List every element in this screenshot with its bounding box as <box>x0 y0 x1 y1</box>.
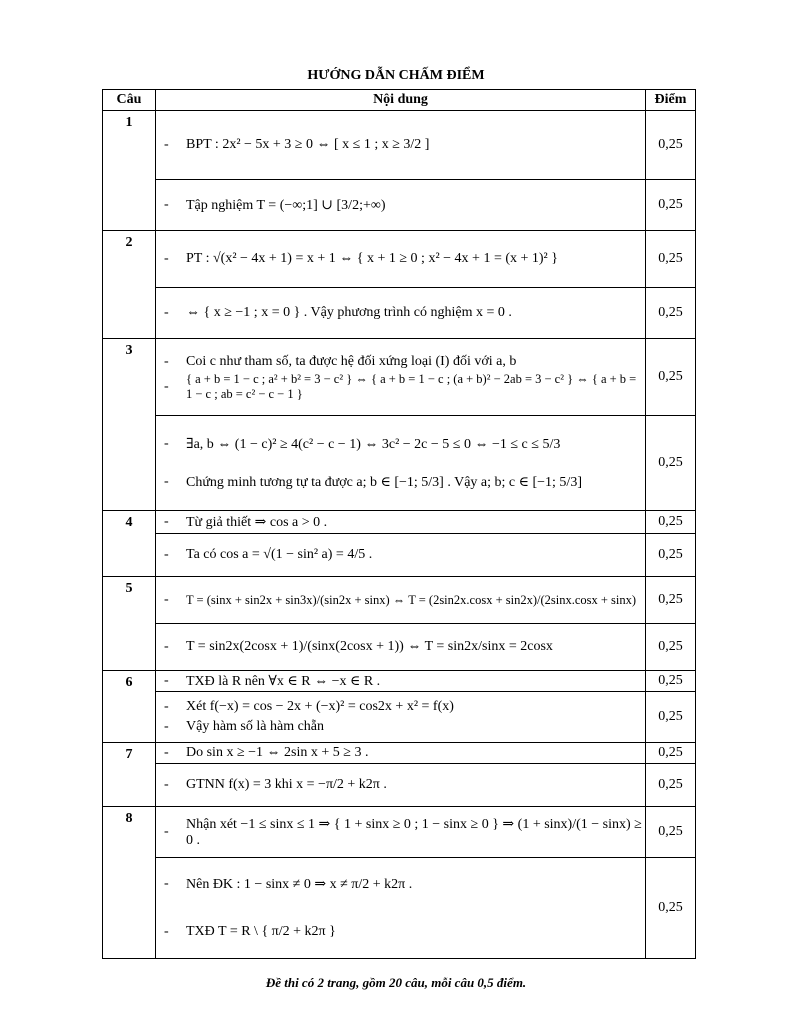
grading-table <box>102 89 696 959</box>
score-cell: 0,25 <box>646 764 696 807</box>
score-cell: 0,25 <box>646 416 696 511</box>
content-text: Coi c như tham số, ta được hệ đối xứng loại (I) đối với a, b <box>186 354 517 369</box>
content-cell: - ∃a, b ⇔ (1 − c)² ≥ 4(c² − c − 1) ⇔ 3c² − 2c − 5 ≤ 0 ⇔ −1 ≤ c ≤ 5/3 - Chứng minh tương tự ta được a; b ∈ [−1; 5/3] . Vậy a; b; c ∈ [−1; 5/3] <box>156 416 646 511</box>
cau-number: 1 <box>103 111 156 231</box>
content-text: Vậy hàm số là hàm chẵn <box>186 719 325 734</box>
content-cell: - Coi c như tham số, ta được hệ đối xứng loại (I) đối với a, b - { a + b = 1 − c ; a² + b² = 3 − c² } ⇔ { a + b = 1 − c ; (a + b)² − 2ab = 3 − c² } ⇔ { a + b = 1 − c ; ab = c² − c − 1 } <box>156 339 646 416</box>
content-text: Nên ĐK : 1 − sinx ≠ 0 ⇒ x ≠ π/2 + k2π . <box>186 876 413 892</box>
score-cell: 0,25 <box>646 577 696 624</box>
score-cell: 0,25 <box>646 624 696 671</box>
cau-number: 7 <box>103 743 156 807</box>
content-text: T = (sinx + sin2x + sin3x)/(sin2x + sinx) ⇔ T = (2sin2x.cosx + sin2x)/(2sinx.cosx + sinx) <box>186 592 637 607</box>
score-cell: 0,25 <box>646 534 696 577</box>
score-cell: 0,25 <box>646 288 696 339</box>
content-cell: - Ta có cos a = √(1 − sin² a) = 4/5 . <box>156 534 646 577</box>
content-text: ⇔ { x ≥ −1 ; x = 0 } . Vậy phương trình có nghiệm x = 0 . <box>186 305 512 320</box>
score-cell: 0,25 <box>646 743 696 764</box>
content-text: BPT : 2x² − 5x + 3 ≥ 0 ⇔ [ x ≤ 1 ; x ≥ 3/2 ] <box>186 137 430 152</box>
table-row <box>103 511 696 534</box>
score-cell: 0,25 <box>646 807 696 858</box>
content-text: TXĐ là R nên ∀x ∈ R ⇔ −x ∈ R . <box>186 673 381 689</box>
table-row <box>103 624 696 671</box>
cau-number: 2 <box>103 231 156 339</box>
content-cell: - BPT : 2x² − 5x + 3 ≥ 0 ⇔ [ x ≤ 1 ; x ≥ 3/2 ] <box>156 111 646 180</box>
cau-number: 8 <box>103 807 156 959</box>
header-diem: Điểm <box>646 90 696 111</box>
score-cell: 0,25 <box>646 339 696 416</box>
table-row <box>103 111 696 180</box>
content-text: PT : √(x² − 4x + 1) = x + 1 ⇔ { x + 1 ≥ 0 ; x² − 4x + 1 = (x + 1)² } <box>186 251 558 266</box>
table-row <box>103 180 696 231</box>
table-row <box>103 288 696 339</box>
content-cell: - Do sin x ≥ −1 ⇔ 2sin x + 5 ≥ 3 . <box>156 743 646 764</box>
content-cell: - PT : √(x² − 4x + 1) = x + 1 ⇔ { x + 1 ≥ 0 ; x² − 4x + 1 = (x + 1)² } <box>156 231 646 288</box>
content-cell: - Tập nghiệm T = (−∞;1] ∪ [3/2;+∞) <box>156 180 646 231</box>
header-noi-dung: Nội dung <box>156 90 646 111</box>
table-row <box>103 692 696 743</box>
content-text: { a + b = 1 − c ; a² + b² = 3 − c² } ⇔ { a + b = 1 − c ; (a + b)² − 2ab = 3 − c² } ⇔ { a + b = 1 − c ; ab = c² − c − 1 } <box>186 372 637 401</box>
table-row <box>103 858 696 959</box>
score-cell: 0,25 <box>646 231 696 288</box>
table-row <box>103 743 696 764</box>
score-cell: 0,25 <box>646 671 696 692</box>
content-cell: - Từ giả thiết ⇒ cos a > 0 . <box>156 511 646 534</box>
table-row <box>103 231 696 288</box>
content-text: Nhận xét −1 ≤ sinx ≤ 1 ⇒ { 1 + sinx ≥ 0 ; 1 − sinx ≥ 0 } ⇒ (1 + sinx)/(1 − sinx) ≥ 0 . <box>186 816 642 848</box>
cau-number: 5 <box>103 577 156 671</box>
cau-number: 4 <box>103 511 156 577</box>
content-cell: - T = (sinx + sin2x + sin3x)/(sin2x + sinx) ⇔ T = (2sin2x.cosx + sin2x)/(2sinx.cosx + sinx) <box>156 577 646 624</box>
content-text: Xét f(−x) = cos − 2x + (−x)² = cos2x + x² = f(x) <box>186 699 454 714</box>
score-cell: 0,25 <box>646 180 696 231</box>
content-cell: - ⇔ { x ≥ −1 ; x = 0 } . Vậy phương trình có nghiệm x = 0 . <box>156 288 646 339</box>
cau-number: 6 <box>103 671 156 743</box>
content-text: Do sin x ≥ −1 ⇔ 2sin x + 5 ≥ 3 . <box>186 745 369 760</box>
content-cell: - Xét f(−x) = cos − 2x + (−x)² = cos2x + x² = f(x) - Vậy hàm số là hàm chẵn <box>156 692 646 743</box>
score-cell: 0,25 <box>646 858 696 959</box>
score-cell: 0,25 <box>646 111 696 180</box>
score-cell: 0,25 <box>646 692 696 743</box>
table-row <box>103 534 696 577</box>
header-cau: Câu <box>103 90 156 111</box>
content-cell: - Nên ĐK : 1 − sinx ≠ 0 ⇒ x ≠ π/2 + k2π . - TXĐ T = R \ { π/2 + k2π } <box>156 858 646 959</box>
table-row <box>103 764 696 807</box>
table-row <box>103 339 696 416</box>
content-text: Ta có cos a = √(1 − sin² a) = 4/5 . <box>186 547 373 562</box>
content-cell: - GTNN f(x) = 3 khi x = −π/2 + k2π . <box>156 764 646 807</box>
score-cell: 0,25 <box>646 511 696 534</box>
table-row <box>103 807 696 858</box>
table-row <box>103 416 696 511</box>
content-cell: - Nhận xét −1 ≤ sinx ≤ 1 ⇒ { 1 + sinx ≥ 0 ; 1 − sinx ≥ 0 } ⇒ (1 + sinx)/(1 − sinx) ≥ 0 . <box>156 807 646 858</box>
footer-note: Đề thi có 2 trang, gồm 20 câu, mỗi câu 0,5 điểm. <box>265 975 527 990</box>
table-row <box>103 577 696 624</box>
content-cell: - TXĐ là R nên ∀x ∈ R ⇔ −x ∈ R . <box>156 671 646 692</box>
table-header <box>103 90 696 111</box>
content-cell: - T = sin2x(2cosx + 1)/(sinx(2cosx + 1)) ⇔ T = sin2x/sinx = 2cosx <box>156 624 646 671</box>
cau-number: 3 <box>103 339 156 511</box>
content-text: ∃a, b ⇔ (1 − c)² ≥ 4(c² − c − 1) ⇔ 3c² − 2c − 5 ≤ 0 ⇔ −1 ≤ c ≤ 5/3 <box>186 436 561 452</box>
content-text: T = sin2x(2cosx + 1)/(sinx(2cosx + 1)) ⇔ T = sin2x/sinx = 2cosx <box>186 639 553 654</box>
content-text: GTNN f(x) = 3 khi x = −π/2 + k2π . <box>186 777 387 792</box>
page-title: HƯỚNG DẪN CHẤM ĐIỂM <box>307 68 485 83</box>
table-row <box>103 671 696 692</box>
content-text: TXĐ T = R \ { π/2 + k2π } <box>186 924 336 939</box>
content-text: Chứng minh tương tự ta được a; b ∈ [−1; 5/3] . Vậy a; b; c ∈ [−1; 5/3] <box>186 474 582 490</box>
content-text: Từ giả thiết ⇒ cos a > 0 . <box>186 514 328 530</box>
content-text: Tập nghiệm T = (−∞;1] ∪ [3/2;+∞) <box>186 197 386 213</box>
